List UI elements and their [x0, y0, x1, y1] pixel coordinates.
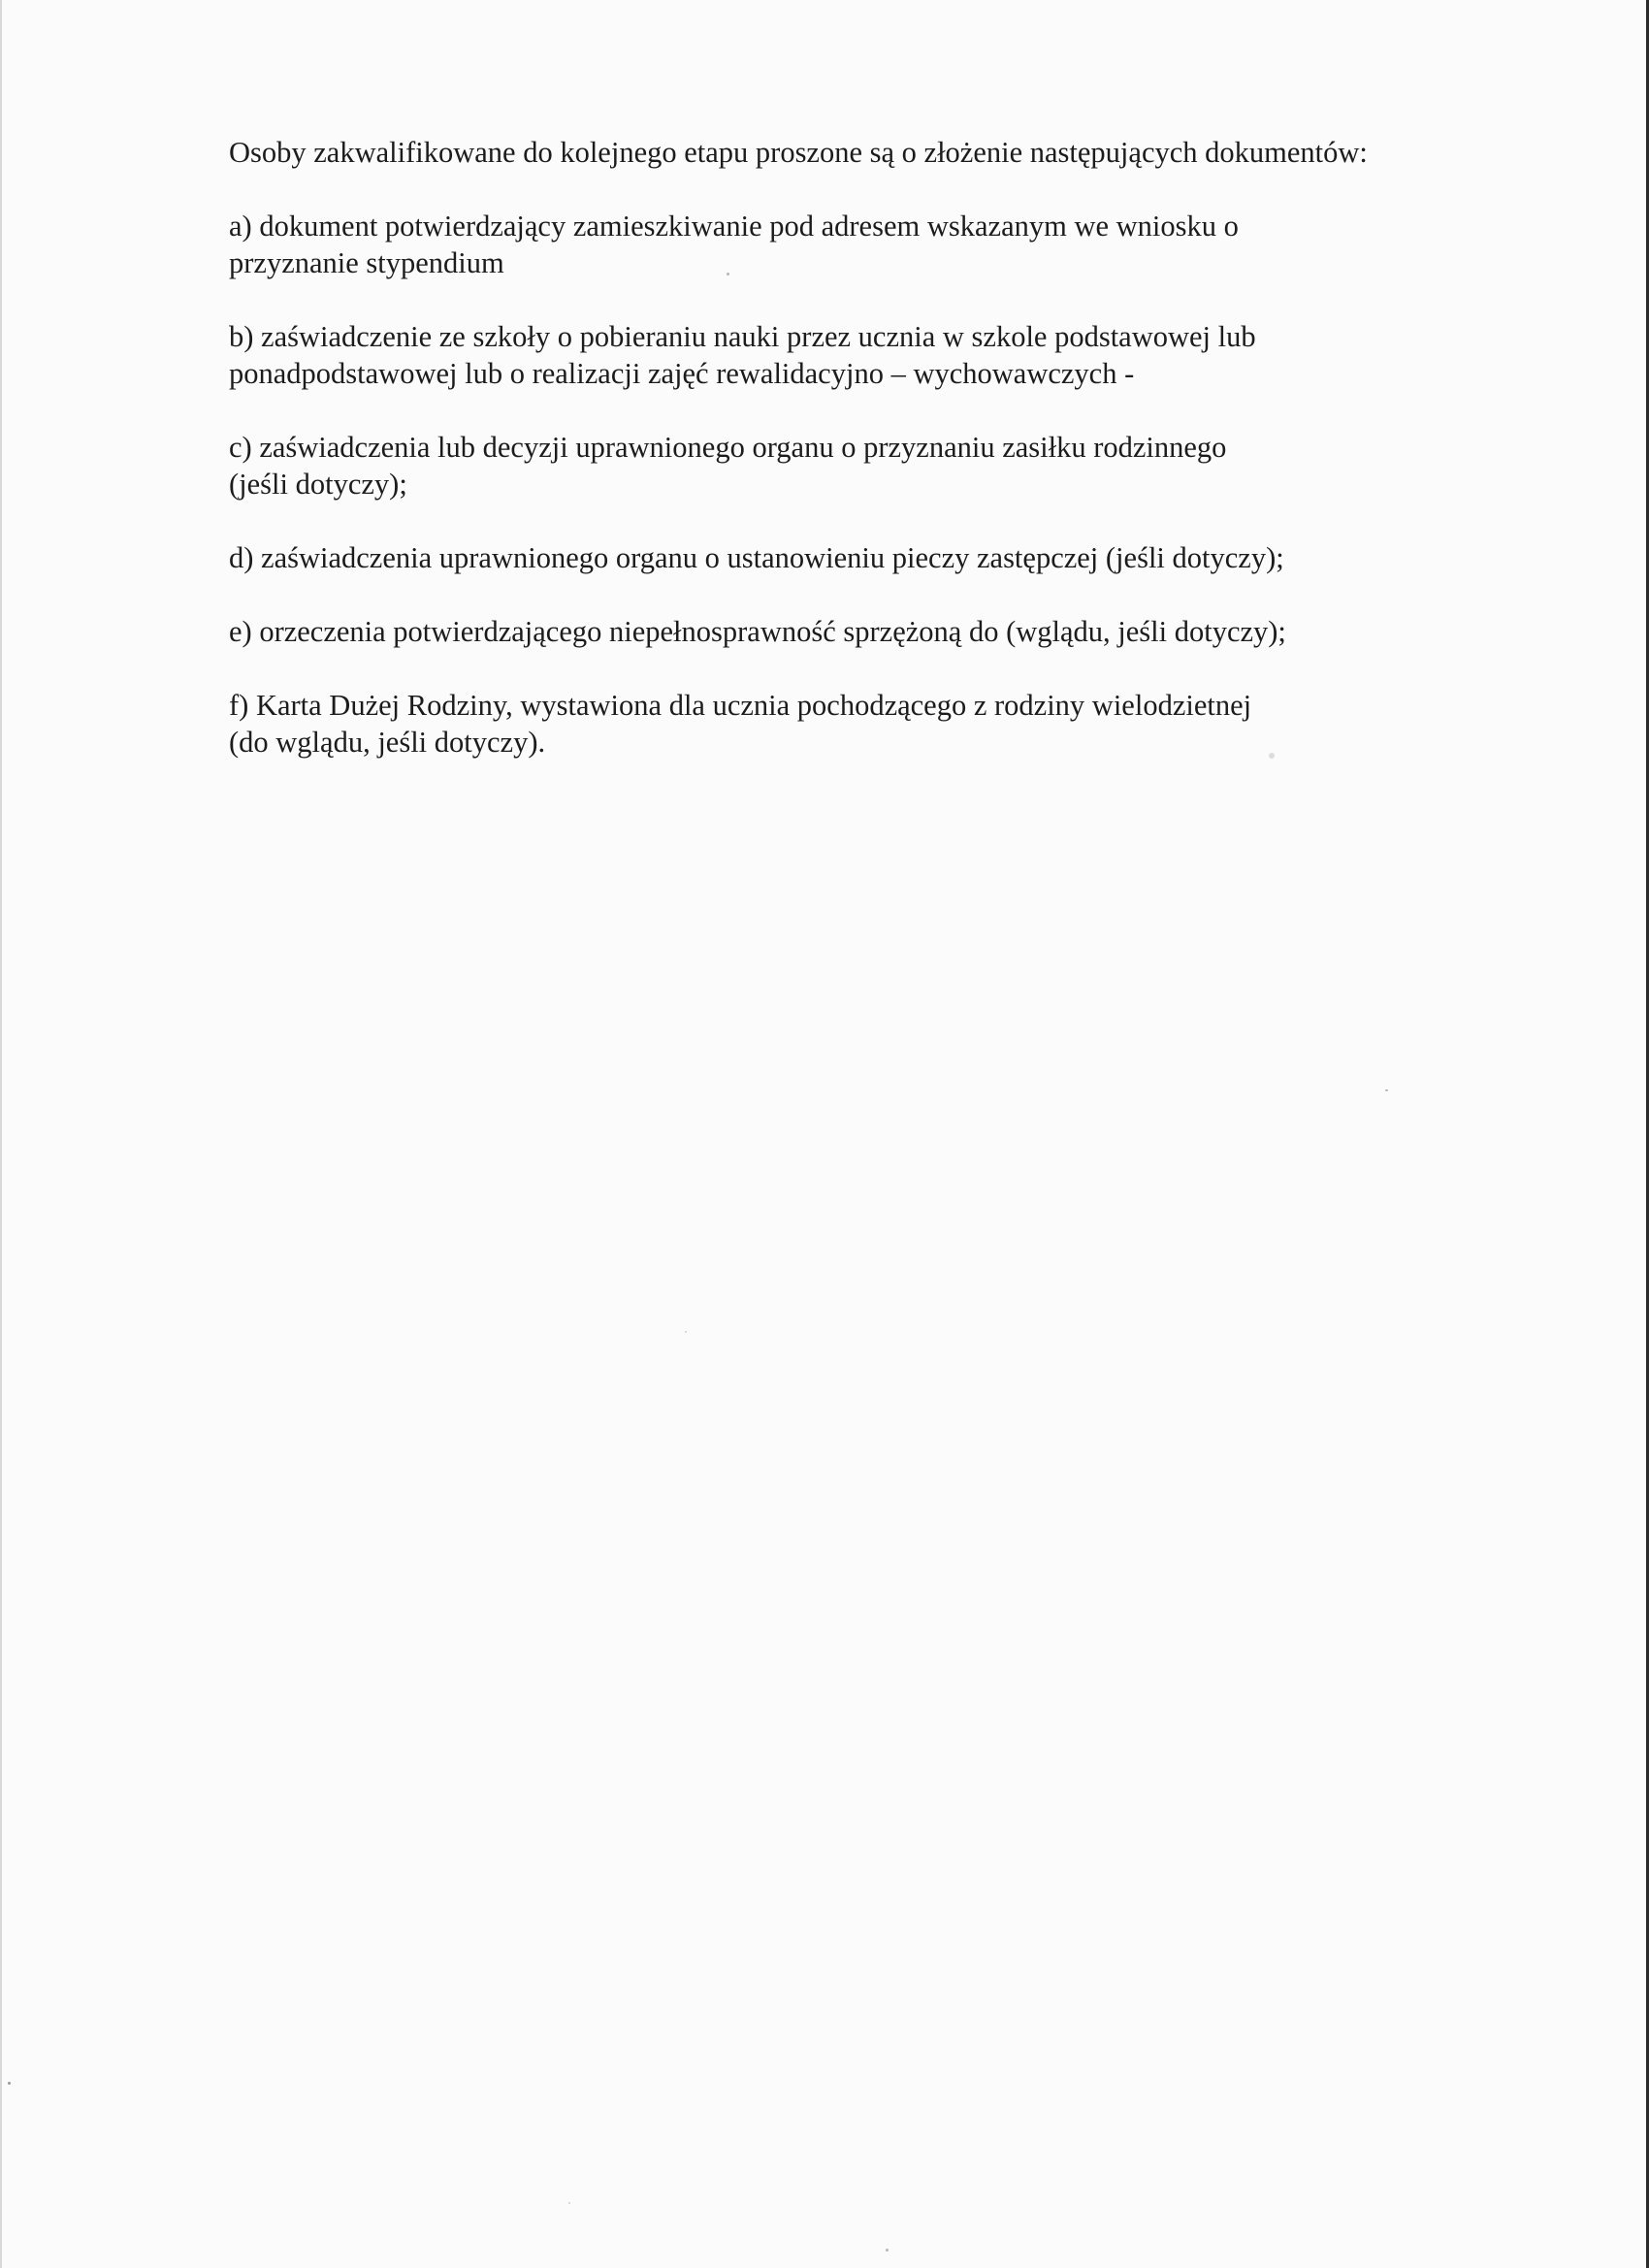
list-item-line: c) zaświadczenia lub decyzji uprawnionego organu o przyznaniu zasiłku rodzinnego	[229, 431, 1227, 464]
list-item-line: e) orzeczenia potwierdzającego niepełnosprawność sprzężoną do (wglądu, jeśli dotyczy);	[229, 615, 1286, 648]
scan-speck	[8, 2082, 11, 2085]
list-item-c	[229, 429, 1519, 502]
list-item-line: (do wglądu, jeśli dotyczy).	[229, 726, 546, 759]
scan-edge-left	[0, 0, 2, 2268]
list-item-d	[229, 539, 1519, 576]
scan-speck	[685, 1331, 687, 1333]
list-item-line: przyznanie stypendium	[229, 246, 504, 279]
scan-speck	[886, 2249, 889, 2252]
list-item-line: ponadpodstawowej lub o realizacji zajęć rewalidacyjno – wychowawczych -	[229, 357, 1135, 390]
scan-speck	[1269, 753, 1275, 759]
document-body	[229, 134, 1519, 797]
scan-speck	[1385, 1089, 1388, 1091]
list-item-line: d) zaświadczenia uprawnionego organu o ustanowieniu pieczy zastępczej (jeśli dotyczy);	[229, 541, 1284, 574]
list-item-line: b) zaświadczenie ze szkoły o pobieraniu nauki przez ucznia w szkole podstawowej lub	[229, 320, 1256, 353]
intro-paragraph: Osoby zakwalifikowane do kolejnego etapu proszone są o złożenie następujących dokumentów:	[229, 136, 1368, 169]
scan-speck	[727, 273, 729, 275]
list-item-line: (jeśli dotyczy);	[229, 468, 407, 501]
list-item-f	[229, 687, 1519, 761]
list-item-b	[229, 318, 1519, 392]
list-item-line: a) dokument potwierdzający zamieszkiwanie pod adresem wskazanym we wniosku o	[229, 210, 1239, 243]
list-item-line: f) Karta Dużej Rodziny, wystawiona dla ucznia pochodzącego z rodziny wielodzietnej	[229, 689, 1252, 722]
list-item-e	[229, 613, 1519, 650]
list-item-a	[229, 208, 1519, 281]
scan-speck	[568, 2202, 570, 2204]
